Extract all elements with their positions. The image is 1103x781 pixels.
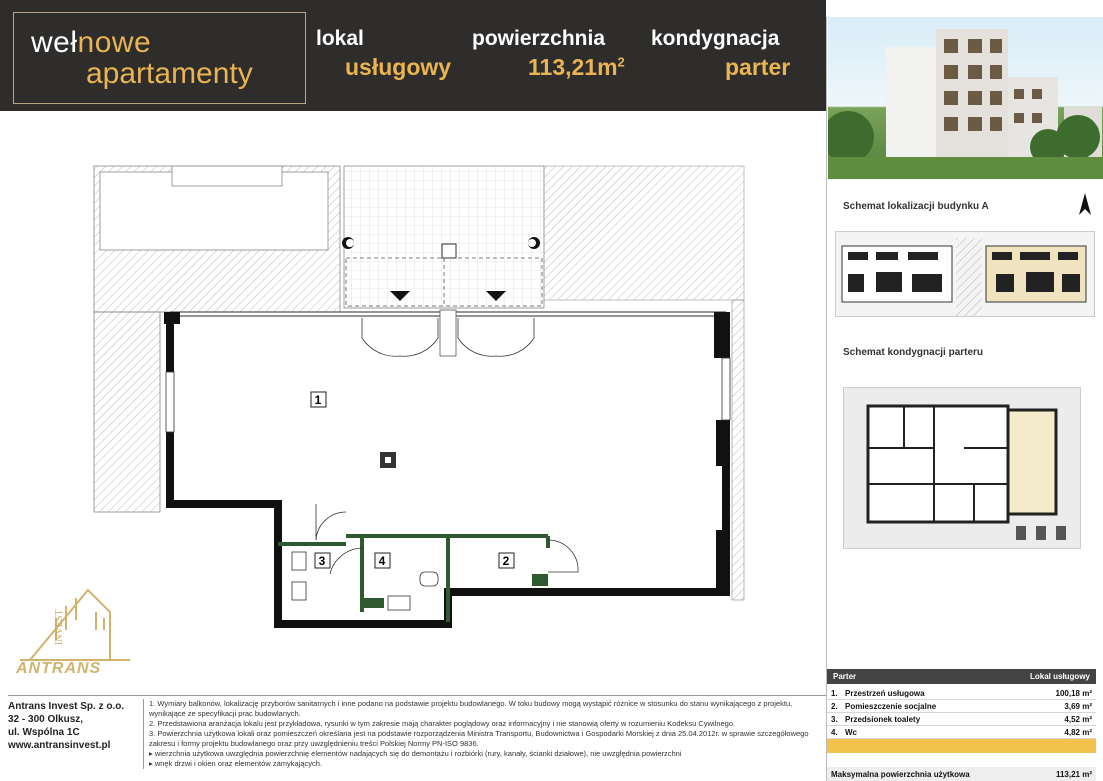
terrace-right <box>544 166 744 300</box>
sink-icon <box>292 552 306 570</box>
note-item: 1. Wymiary balkonów, lokalizację przyborów sanitarnych i inne podano na podstawie projektu budowlanego. W toku budowy mogą wystąpić różnice w stosunku do stanu wynikającego z projektu, wynikające ze specyfikacji prac budowlanych. <box>149 699 793 718</box>
window-left <box>166 372 174 432</box>
planter <box>172 166 282 186</box>
footer-notes <box>143 699 819 769</box>
table-row: 3. Przedsionek toalety 4,52 m² <box>827 713 1096 726</box>
table-row: 4. Wc 4,82 m² <box>827 726 1096 739</box>
location-schema-title: Schemat lokalizacji budynku A <box>843 201 989 212</box>
building-render <box>828 17 1103 179</box>
room-label-1: 1 <box>314 393 322 407</box>
note-item: ▸ wnęk drzwi i okien oraz elementów zamykających. <box>149 759 322 768</box>
label-area: powierzchnia <box>472 27 606 50</box>
value-area: $113,21m^2$ <box>528 54 625 80</box>
floor-plan <box>0 111 826 696</box>
company-street: ul. Wspólna 1C <box>8 727 80 738</box>
label-floor: kondygnacja <box>651 27 780 50</box>
brand-logo <box>13 12 306 104</box>
note-item: ▸ wierzchnia użytkowa uwzględnia powierzchnię elementów nadających się do demontażu i rozbiórki (rury, kanały, ścianki działowe), nie uwzględnia powierzchni <box>149 749 682 758</box>
sink-icon-2 <box>292 582 306 600</box>
door-3 <box>316 504 346 540</box>
right-panel <box>826 17 1103 781</box>
logo-word-nowe: nowe <box>77 26 152 59</box>
location-schema-map <box>835 231 1095 317</box>
north-arrow-icon <box>1077 193 1093 217</box>
table-header: Parter Lokal usługowy <box>827 669 1096 684</box>
toilet-icon <box>420 572 438 586</box>
window-right <box>722 358 730 420</box>
company-name: Antrans Invest Sp. z o.o. <box>8 701 125 712</box>
brand-antrans: ANTRANS <box>16 660 102 677</box>
value-floor: parter <box>725 54 791 80</box>
logo-word-wel: weł <box>31 26 78 59</box>
header <box>0 0 826 111</box>
label-lokal: lokal <box>316 27 364 50</box>
floor-schema-map <box>843 387 1081 549</box>
note-item: 3. Powierzchnia użytkowa lokali oraz pomieszczeń określana jest na podstawie rozporządzenia Ministra Transportu, Budownictwa i Gospodarki Morskiej z dnia 25.04.2012r. w sprawie szczegółowego zakresu i formy projektu budowlanego oraz przy uwzględnieniu treści Polskiej Normy PN-ISO 9836. <box>149 729 809 748</box>
room-label-4: 4 <box>378 554 386 568</box>
table-row: 2. Pomieszczenie socjalne 3,69 m² <box>827 700 1096 713</box>
antrans-logo <box>20 590 130 660</box>
floor-schema-title: Schemat kondygnacji parteru <box>843 347 984 358</box>
logo-invest-word: INVEST <box>54 609 65 645</box>
side-strip-right <box>732 300 744 600</box>
note-item: 2. Przedstawiona aranżacja lokalu jest przykładowa, rysunki w tym zakresie mają charakter poglądowy oraz informacyjny i nie stanowią oferty w rozumieniu Kodeksu Cywilnego. <box>149 719 736 728</box>
table-spacer <box>827 739 1096 753</box>
table-row: 1. Przestrzeń usługowa 100,18 m² <box>827 687 1096 700</box>
washbasin-icon <box>388 596 410 610</box>
column-box <box>442 244 456 258</box>
room-label-2: 2 <box>502 554 510 568</box>
company-city: 32 - 300 Olkusz, <box>8 714 84 725</box>
side-strip-left <box>94 312 160 512</box>
table-total-row: Maksymalna powierzchnia użytkowa 113,21 m² <box>827 767 1096 781</box>
room-area-table <box>827 669 1096 781</box>
logo-word-apartamenty: apartamenty <box>86 57 253 90</box>
door-4 <box>330 548 364 574</box>
building-photo <box>828 17 1103 179</box>
company-website-link[interactable]: www.antransinvest.pl <box>8 740 111 751</box>
value-lokal: usługowy <box>345 54 452 80</box>
company-info <box>8 700 138 752</box>
room-label-3: 3 <box>318 554 326 568</box>
